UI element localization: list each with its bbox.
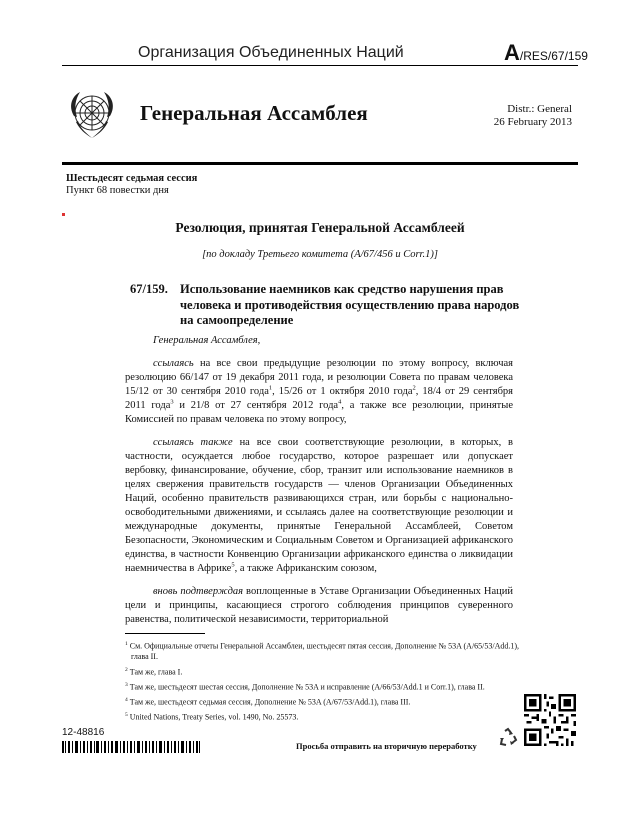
preamble-lead: вновь подтверждая: [153, 586, 244, 597]
footnotes: [125, 639, 520, 725]
footnote-rule: [125, 633, 205, 634]
document-number: 12-48816: [62, 727, 105, 738]
text-run: , а также все резолюции, принятые Комиссией по правам человека по этому вопросу,: [125, 400, 513, 425]
footnote-ref: 3: [170, 398, 174, 406]
assembly-opening: Генеральная Ассамблея,: [153, 335, 261, 346]
footnote-text: Там же, шестьдесят шестая сессия, Дополнение № 53A и исправление (A/66/53/Add.1 и Corr.1), глава II.: [129, 682, 485, 692]
footnote: [125, 710, 520, 723]
paragraph: [125, 585, 513, 627]
footnote-mark: 3: [125, 681, 128, 688]
preamble-lead: ссылаясь: [153, 358, 194, 369]
footnote-text: Там же, шестьдесят седьмая сессия, Дополнение № 53A (A/67/53/Add.1), глава III.: [129, 697, 411, 707]
paragraph: [125, 334, 513, 348]
report-reference: [по докладу Третьего комитета (A/67/456 и Corr.1)]: [202, 249, 438, 260]
footnote-text: Там же, глава I.: [129, 667, 183, 677]
footnote-mark: 1: [125, 641, 128, 647]
qr-code-icon: [524, 694, 576, 746]
symbol-prefix: A: [504, 40, 520, 65]
footnote-ref: 5: [231, 561, 235, 569]
footnote-ref: 2: [412, 384, 416, 392]
text-run: , а также Африканским союзом,: [234, 563, 377, 574]
organization-name: Организация Объединенных Наций: [138, 44, 404, 61]
footnote-mark: 2: [125, 666, 128, 673]
margin-mark: [62, 213, 65, 216]
paragraph: [125, 436, 513, 576]
symbol-rest: /RES/67/159: [519, 49, 588, 63]
assembly-title: Генеральная Ассамблея: [140, 101, 368, 125]
distribution: Distr.: General: [507, 103, 572, 115]
barcode-icon: [62, 741, 200, 753]
title-rule: [62, 162, 578, 165]
resolution-topic: Использование наемников как средство нарушения прав человека и противодействия осуществлению права народов на самоопределение: [180, 282, 520, 327]
footnote-text: См. Официальные отчеты Генеральной Ассамблеи, шестьдесят пятая сессия, Дополнение № 53A (A/65/53/Add.1), глава II.: [129, 641, 520, 662]
resolution-title: Резолюция, принятая Генеральной Ассамблеей: [175, 220, 465, 235]
text-run: воплощенные в Уставе Организации Объединенных Наций цели и принципы, касающиеся строгого соблюдения принципов суверенного равенства, политической независимости, территориальной: [125, 586, 513, 625]
session-block: [66, 173, 197, 197]
recycle-note: Просьба отправить на вторичную переработку: [296, 741, 477, 751]
text-run: на все свои предыдущие резолюции по этому вопросу, включая резолюцию 66/147 от 19 декабря 2011 года, и резолюции Совета по правам человека 15/12 от 30 сентября 2010 года: [125, 358, 513, 397]
un-emblem-icon: [64, 86, 120, 142]
text-run: , 18/4 от 29 сентября 2011 года: [125, 386, 514, 411]
recycle-icon: [497, 727, 519, 749]
agenda-item: Пункт 68 повестки дня: [66, 185, 169, 196]
text-run: , 15/26 от 1 октября 2010 года: [272, 386, 413, 397]
resolution-number: 67/159.: [130, 282, 168, 296]
footnote-ref: 1: [268, 384, 273, 392]
footnote: [125, 695, 520, 708]
session-name: Шестьдесят седьмая сессия: [66, 173, 198, 184]
text-run: на все свои соответствующие резолюции, в которых, в частности, осуждается любое государство, которое разрешает или допускает вербовку, финансирование, обучение, сбор, транзит или использование наемников в целях свержения правительств государств — членов Организации Объединенных Наций, особенно правительств развивающихся стран, или борьбы с национально-освободительными движениями, и ссылаясь далее на соответствующие резолюции и международные документы, принятые Генеральной Ассамблеей, Советом Безопасности, Экономическим и Социальным Советом и Организацией африканского единства, в частности Конвенцию Организации африканского единства о ликвидации наемничества в Африке: [125, 437, 513, 574]
document-date: 26 February 2013: [493, 116, 572, 128]
footnote-mark: 5: [125, 712, 128, 719]
text-run: и 21/8 от 27 сентября 2012 года: [173, 400, 339, 411]
footnote: [125, 639, 520, 663]
resolution-body: [125, 334, 513, 636]
header-rule: [62, 65, 578, 66]
footnote: [125, 665, 520, 678]
footnote-mark: 4: [125, 696, 128, 703]
distribution-block: [494, 103, 572, 129]
footnote: [125, 680, 520, 693]
preamble-lead: ссылаясь также: [153, 437, 233, 448]
footnote-text: United Nations, Treaty Series, vol. 1490, No. 25573.: [129, 712, 299, 722]
footnote-ref: 4: [338, 398, 342, 406]
paragraph: [125, 357, 513, 427]
document-symbol: [504, 40, 588, 66]
